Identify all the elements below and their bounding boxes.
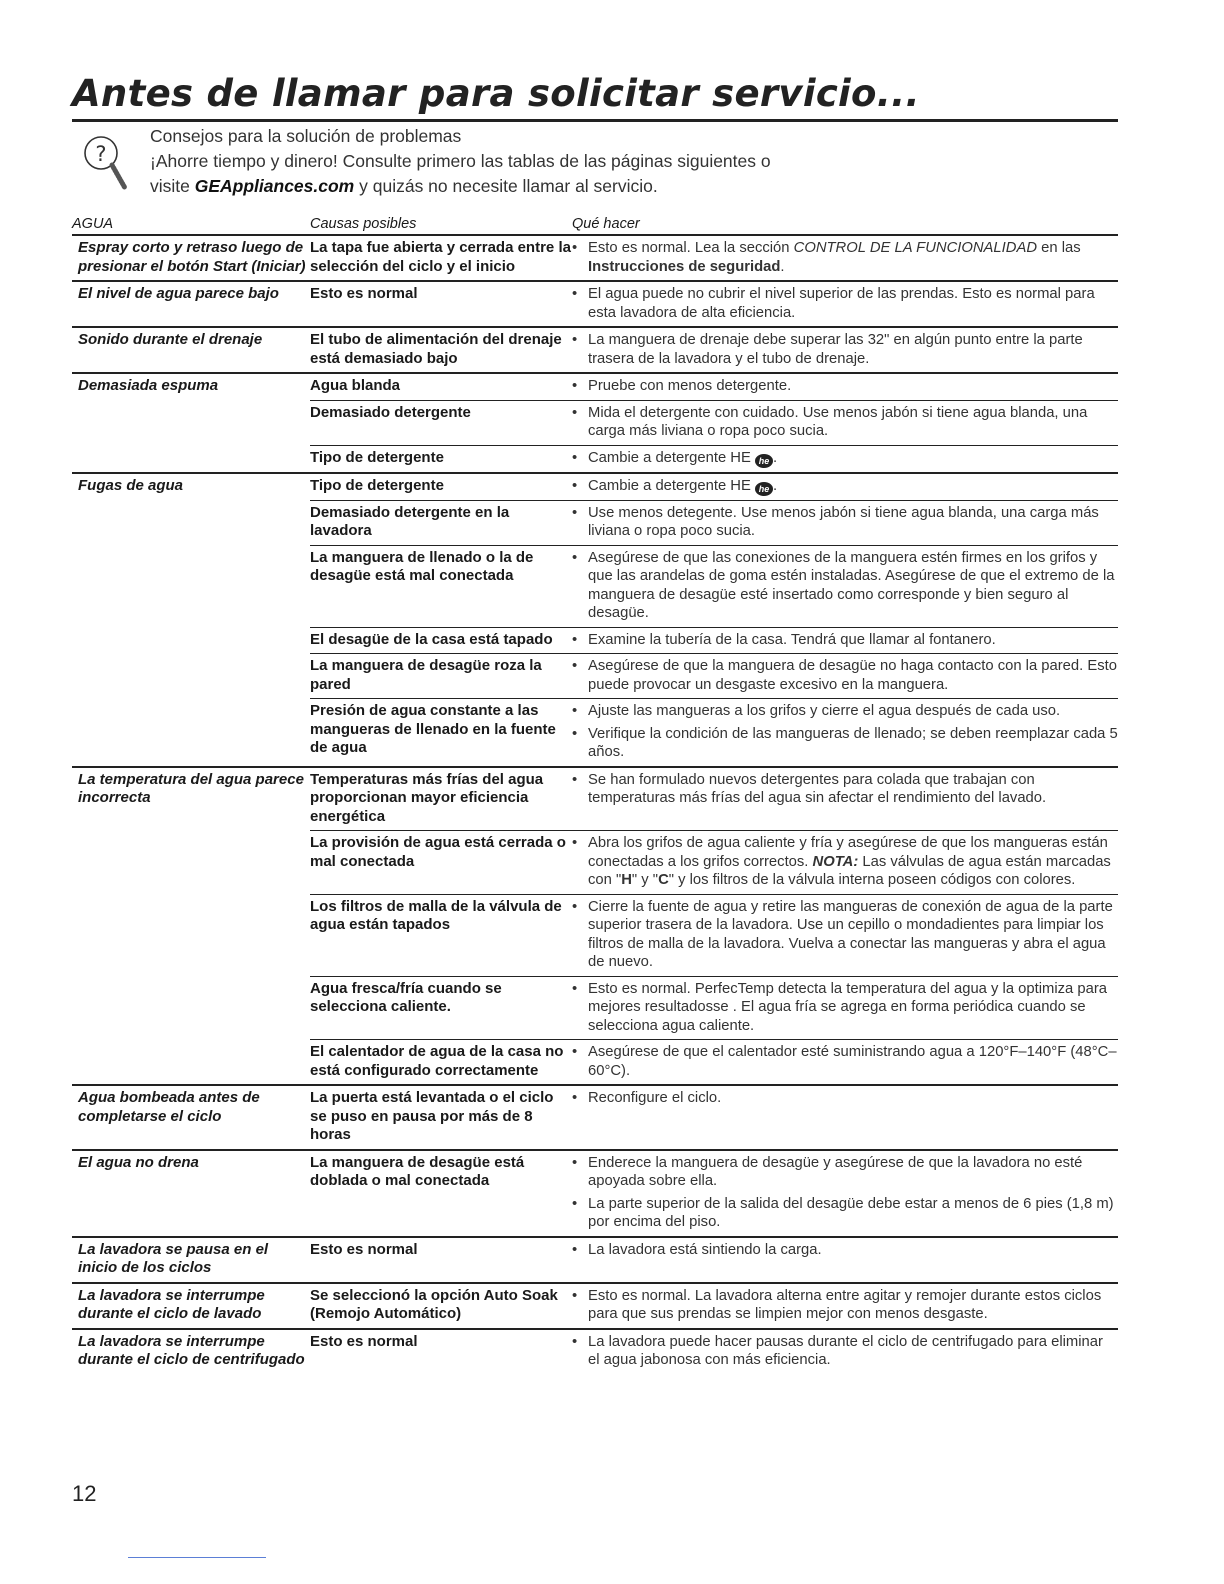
- problem-cell: La lavadora se interrumpe durante el ciclo de centrifugado: [72, 1329, 310, 1374]
- website-link[interactable]: GEAppliances.com: [194, 176, 355, 196]
- action-cell: [572, 1237, 1118, 1283]
- svg-text:?: ?: [95, 142, 107, 166]
- cause-cell: La manguera de desagüe roza la pared: [310, 654, 572, 699]
- action-cell: [572, 473, 1118, 501]
- troubleshooting-table: [72, 208, 1118, 1374]
- action-item: • Use menos detegente. Use menos jabón si tiene agua blanda, una carga más liviana o ropa poco sucia.: [572, 504, 1118, 541]
- action-item: • Asegúrese de que las conexiones de la manguera estén firmes en los grifos y que las arandelas de goma estén instaladas. Asegúrese de que el extremo de la manguera de desagüe esté insertado como corresponde y bien seguro al desagüe.: [572, 549, 1118, 623]
- action-item: • Cambie a detergente HE he .: [572, 477, 1118, 496]
- tips-line: ¡Ahorre tiempo y dinero! Consulte primero las tablas de las páginas siguientes o: [150, 151, 771, 171]
- cause-cell: Tipo de detergente: [310, 473, 572, 501]
- problem-cell: Fugas de agua: [72, 473, 310, 767]
- table-row: [72, 1329, 1118, 1374]
- action-item: • Examine la tubería de la casa. Tendrá que llamar al fontanero.: [572, 631, 1118, 650]
- column-header-problem: AGUA: [72, 208, 310, 235]
- cause-cell: La tapa fue abierta y cerrada entre la selección del ciclo y el inicio: [310, 239, 571, 275]
- cause-cell: Esto es normal: [310, 1329, 572, 1374]
- cause-cell: Tipo de detergente: [310, 445, 572, 473]
- action-item: • Pruebe con menos detergente.: [572, 377, 1118, 396]
- cause-cell: Se seleccionó la opción Auto Soak (Remojo Automático): [310, 1283, 572, 1329]
- cause-cell: El desagüe de la casa está tapado: [310, 627, 572, 654]
- action-cell: [572, 831, 1118, 895]
- cause-cell: Presión de agua constante a las mangueras de llenado en la fuente de agua: [310, 699, 572, 767]
- action-item: • Asegúrese de que la manguera de desagüe no haga contacto con la pared. Esto puede provocar un desgaste excesivo en la manguera.: [572, 657, 1118, 694]
- action-cell: [572, 1040, 1118, 1086]
- action-cell: [572, 235, 1118, 281]
- troubleshooting-tips: [150, 124, 771, 199]
- cause-cell: Esto es normal: [310, 1237, 572, 1283]
- action-item: • Asegúrese de que el calentador esté suministrando agua a 120°F–140°F (48°C–60°C).: [572, 1043, 1118, 1080]
- action-cell: [572, 400, 1118, 445]
- title-divider: [72, 119, 1118, 122]
- tips-heading: Consejos para la solución de problemas: [150, 126, 462, 146]
- action-cell: [572, 894, 1118, 976]
- cause-cell: La puerta está levantada o el ciclo se puso en pausa por más de 8 horas: [310, 1085, 572, 1150]
- problem-cell: La lavadora se interrumpe durante el ciclo de lavado: [72, 1283, 310, 1329]
- cause-cell: La provisión de agua está cerrada o mal conectada: [310, 831, 572, 895]
- cause-cell: Agua fresca/fría cuando se selecciona caliente.: [310, 976, 572, 1040]
- action-cell: [572, 373, 1118, 400]
- action-cell: [572, 1329, 1118, 1374]
- table-row: [72, 373, 1118, 400]
- action-item: • Abra los grifos de agua caliente y fría y asegúrese de que los mangueras están conectadas a los grifos correctos. NOTA: Las válvulas de agua están marcadas con "H" y "C" y los filtros de la válvula interna poseen códigos con colores.: [572, 834, 1118, 890]
- column-header-action: Qué hacer: [572, 208, 1118, 235]
- table-row: [72, 1085, 1118, 1150]
- action-cell: [572, 327, 1118, 373]
- action-cell: [572, 627, 1118, 654]
- cause-cell: Esto es normal: [310, 281, 572, 327]
- table-header-row: [72, 208, 1118, 235]
- action-item: • El agua puede no cubrir el nivel superior de las prendas. Esto es normal para esta lavadora de alta eficiencia.: [572, 285, 1118, 322]
- problem-cell: Espray corto y retraso luego de presionar el botón Start (Iniciar): [78, 239, 306, 275]
- action-cell: [572, 699, 1118, 767]
- cause-cell: La manguera de desagüe está doblada o mal conectada: [310, 1150, 572, 1237]
- table-row: [72, 281, 1118, 327]
- action-item: • Enderece la manguera de desagüe y asegúrese de que la lavadora no esté apoyada sobre ella.: [572, 1154, 1118, 1191]
- cause-cell: Demasiado detergente: [310, 400, 572, 445]
- magnifier-question-icon: [82, 134, 128, 192]
- action-cell: [572, 976, 1118, 1040]
- page-title: Antes de llamar para solicitar servicio...: [72, 72, 920, 115]
- action-cell: [572, 1085, 1118, 1150]
- problem-cell: Demasiada espuma: [72, 373, 310, 473]
- cause-cell: Los filtros de malla de la válvula de agua están tapados: [310, 894, 572, 976]
- tips-text: y quizás no necesite llamar al servicio.: [359, 176, 658, 196]
- cause-cell: El calentador de agua de la casa no está configurado correctamente: [310, 1040, 572, 1086]
- action-item: • La parte superior de la salida del desagüe debe estar a menos de 6 pies (1,8 m) por encima del piso.: [572, 1195, 1118, 1232]
- column-header-cause: Causas posibles: [310, 208, 572, 235]
- action-item: • Ajuste las mangueras a los grifos y cierre el agua después de cada uso.: [572, 702, 1118, 721]
- table-row: [72, 327, 1118, 373]
- problem-cell: El agua no drena: [72, 1150, 310, 1237]
- action-item: • Esto es normal. PerfecTemp detecta la temperatura del agua y la optimiza para mejores resultadosse . El agua fría se agrega en forma periódica cuando se selecciona agua caliente.: [572, 980, 1118, 1036]
- action-cell: [572, 445, 1118, 473]
- cause-cell: Agua blanda: [310, 373, 572, 400]
- tips-line: [150, 174, 771, 199]
- action-item: • Verifique la condición de las mangueras de llenado; se deben reemplazar cada 5 años.: [572, 725, 1118, 762]
- action-cell: [572, 1283, 1118, 1329]
- action-cell: [572, 281, 1118, 327]
- problem-cell: El nivel de agua parece bajo: [72, 281, 310, 327]
- action-item: • La lavadora está sintiendo la carga.: [572, 1241, 1118, 1260]
- action-item: • Se han formulado nuevos detergentes para colada que trabajan con temperaturas más frías del agua sin afectar el rendimiento del lavado.: [572, 771, 1118, 808]
- action-cell: [572, 654, 1118, 699]
- action-cell: [572, 767, 1118, 831]
- action-cell: [572, 500, 1118, 545]
- problem-cell: Sonido durante el drenaje: [72, 327, 310, 373]
- action-item: • La lavadora puede hacer pausas durante el ciclo de centrifugado para eliminar el agua jabonosa con más eficiencia.: [572, 1333, 1118, 1370]
- cause-cell: Demasiado detergente en la lavadora: [310, 500, 572, 545]
- cause-cell: La manguera de llenado o la de desagüe está mal conectada: [310, 545, 572, 627]
- problem-cell: La lavadora se pausa en el inicio de los ciclos: [72, 1237, 310, 1283]
- cause-cell: Temperaturas más frías del agua proporcionan mayor eficiencia energética: [310, 767, 572, 831]
- table-row: [72, 473, 1118, 501]
- cause-cell: El tubo de alimentación del drenaje está demasiado bajo: [310, 327, 572, 373]
- table-row: [72, 1237, 1118, 1283]
- action-cell: [572, 545, 1118, 627]
- he-logo-icon: he: [755, 482, 773, 496]
- action-item: • Cierre la fuente de agua y retire las mangueras de conexión de agua de la parte superior trasera de la lavadora. Use un cepillo o mondadientes para limpiar los filtros de malla de la lavadora. Vuelva a conectar las mangueras y abra el agua de nuevo.: [572, 898, 1118, 972]
- page-number: 12: [72, 1481, 97, 1506]
- table-row: [72, 1150, 1118, 1237]
- problem-cell: La temperatura del agua parece incorrecta: [72, 767, 310, 1086]
- table-row: [72, 235, 1118, 281]
- action-item: • Esto es normal. Lea la sección CONTROL DE LA FUNCIONALIDAD en las Instrucciones de seguridad.: [572, 239, 1118, 276]
- he-logo-icon: he: [755, 454, 773, 468]
- action-item: • Reconfigure el ciclo.: [572, 1089, 1118, 1108]
- table-row: [72, 767, 1118, 831]
- problem-cell: Agua bombeada antes de completarse el ciclo: [72, 1085, 310, 1150]
- tips-text: visite: [150, 176, 190, 196]
- action-item: • Mida el detergente con cuidado. Use menos jabón si tiene agua blanda, una carga más liviana o ropa poco sucia.: [572, 404, 1118, 441]
- action-item: • La manguera de drenaje debe superar las 32" en algún punto entre la parte trasera de la lavadora y el tubo de drenaje.: [572, 331, 1118, 368]
- action-item: • Cambie a detergente HE he .: [572, 449, 1118, 468]
- footer-divider: [128, 1557, 266, 1558]
- table-row: [72, 1283, 1118, 1329]
- action-cell: [572, 1150, 1118, 1237]
- action-item: • Esto es normal. La lavadora alterna entre agitar y remojer durante estos ciclos para que sus prendas se limpien mejor con menos desgaste.: [572, 1287, 1118, 1324]
